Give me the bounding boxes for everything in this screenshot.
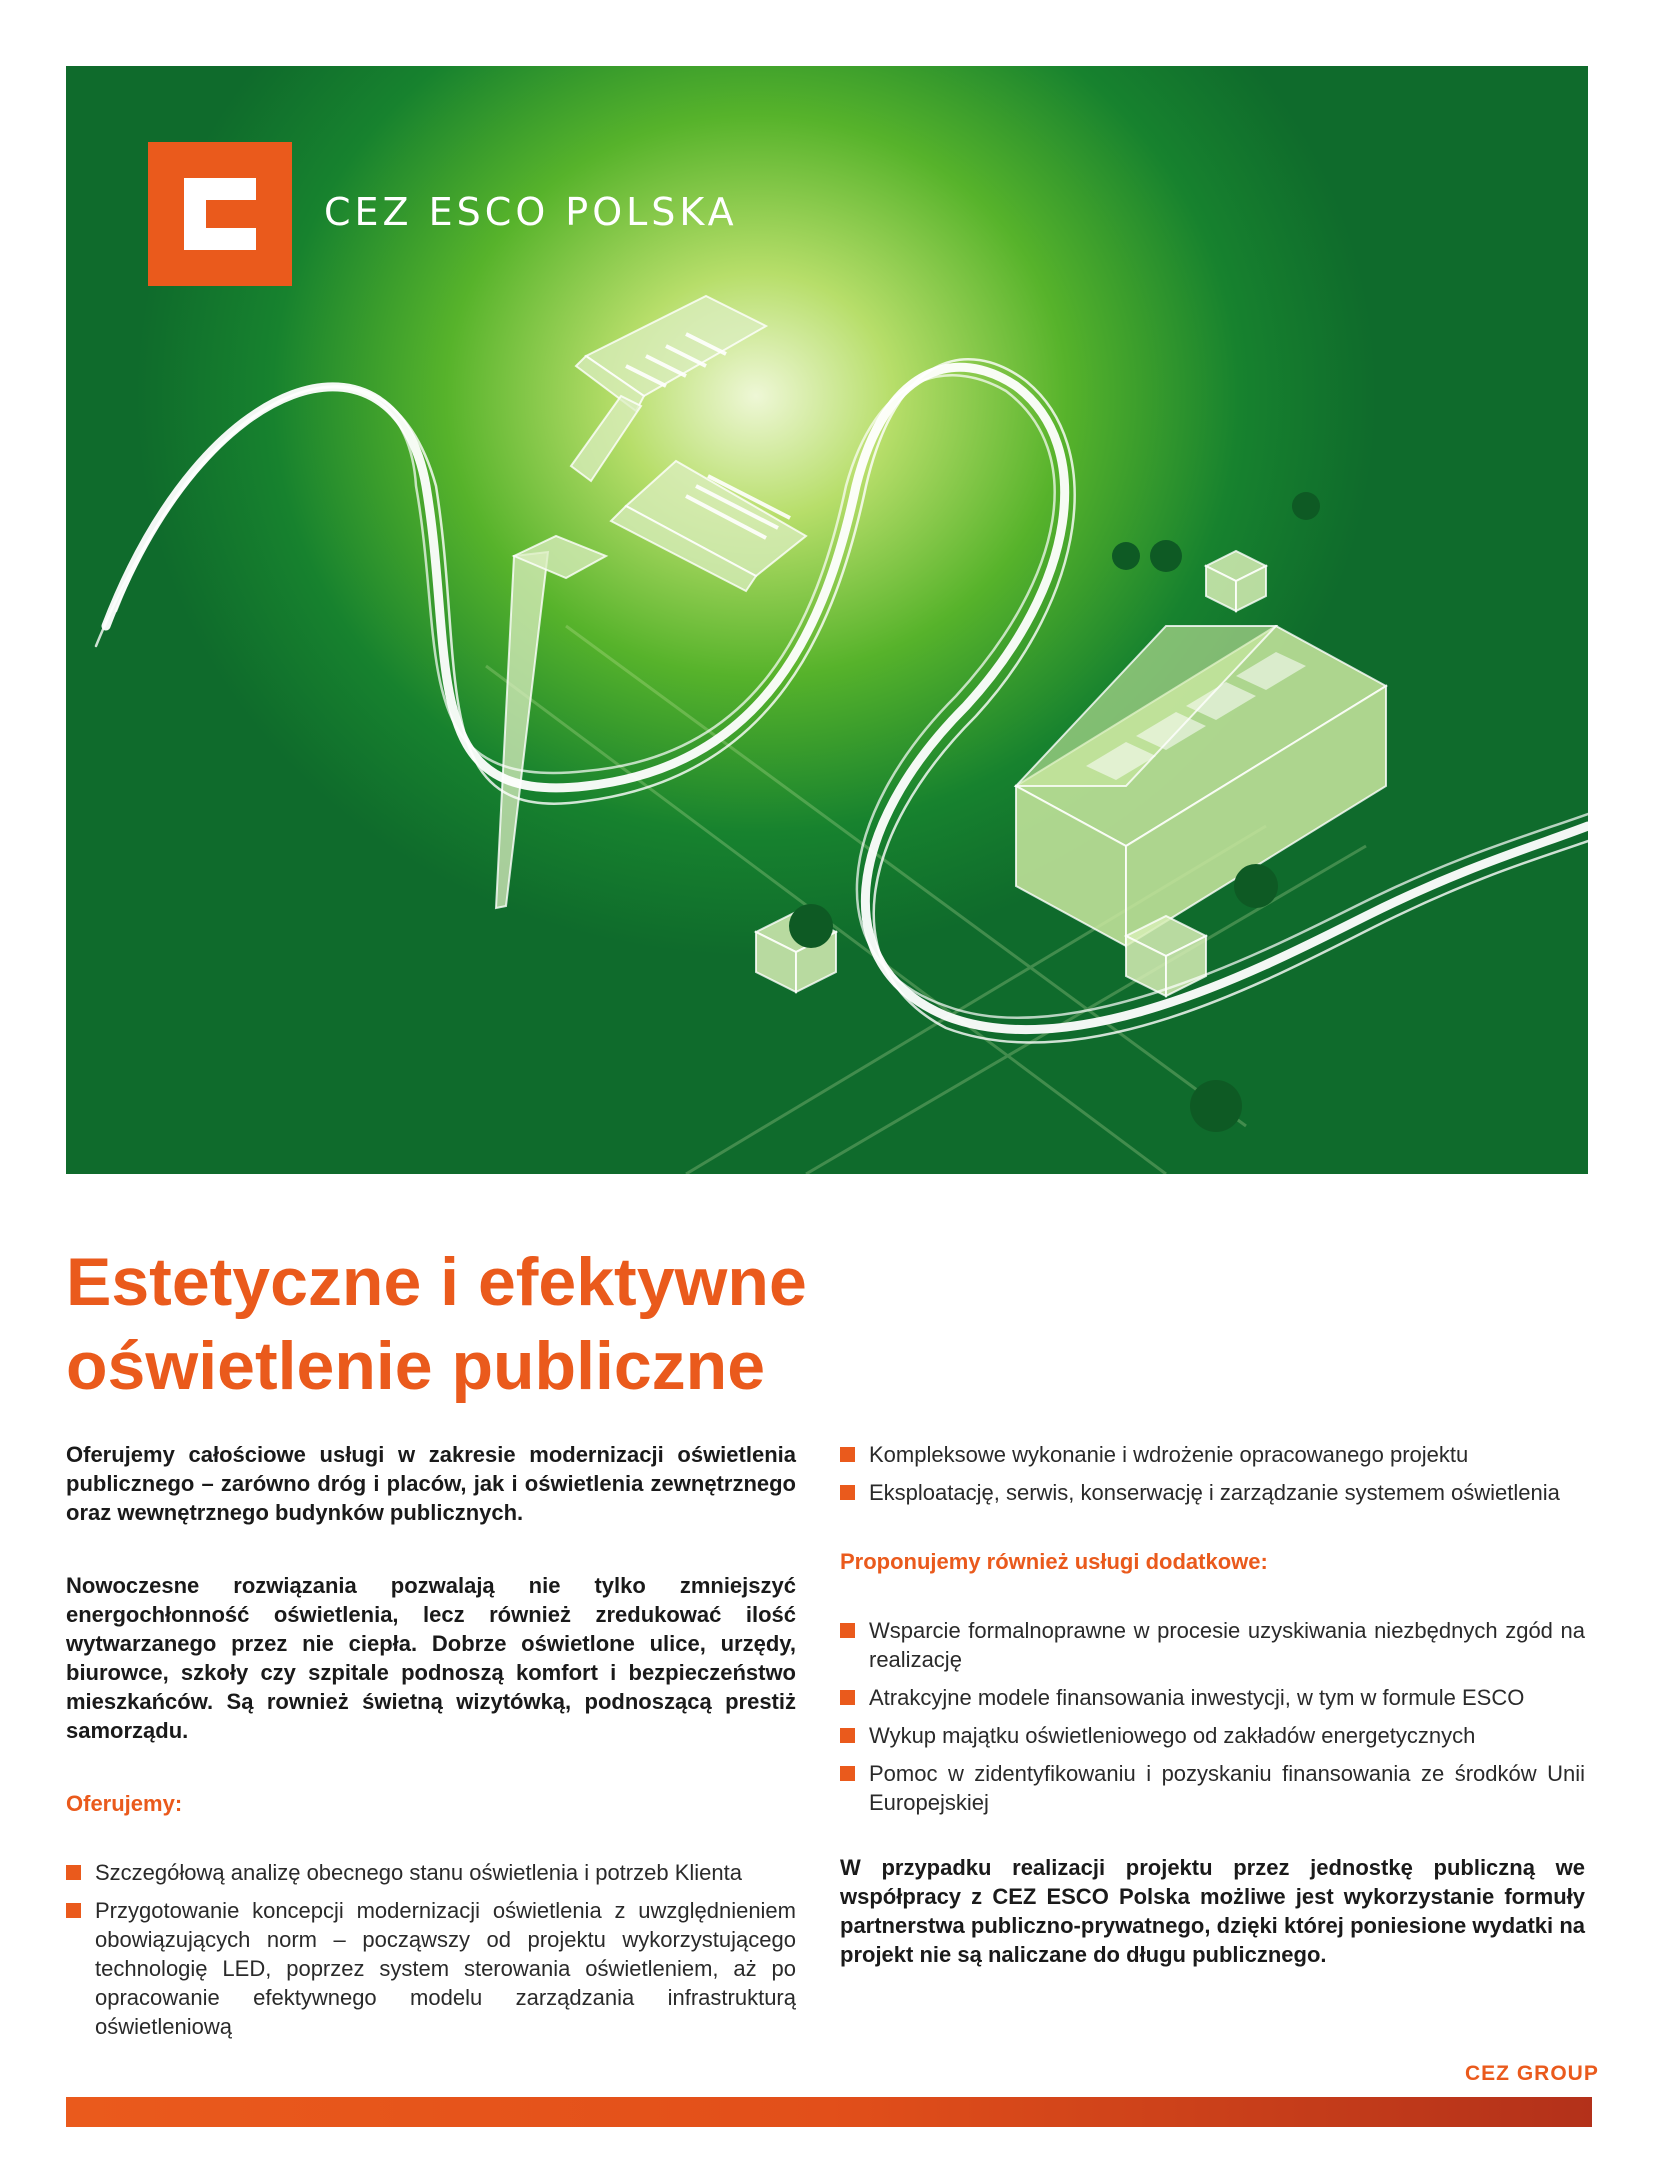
list-item (840, 1440, 1585, 1469)
bullet-square-icon (66, 1903, 81, 1918)
offer-list (66, 1858, 796, 2041)
list-item (840, 1759, 1585, 1817)
page-title (66, 1240, 1266, 1408)
cez-logo (148, 142, 292, 286)
list-item (66, 1896, 796, 2041)
bullet-square-icon (840, 1485, 855, 1500)
list-item (840, 1683, 1585, 1712)
offer-list-continued (840, 1440, 1585, 1507)
list-item-text: Pomoc w zidentyfikowaniu i pozyskaniu finansowania ze środków Unii Europejskiej (869, 1761, 1585, 1815)
cez-e-logo-icon (148, 142, 292, 286)
brand-name: CEZ ESCO POLSKA (324, 190, 738, 234)
offer-heading: Oferujemy: (66, 1791, 183, 1816)
closing-paragraph: W przypadku realizacji projektu przez jednostkę publiczną we współpracy z CEZ ESCO Polska możliwe jest wykorzystanie formuły partnerstwa publiczno-prywatnego, dzięki której poniesione wydatki na projekt nie są naliczane do długu publicznego. (840, 1855, 1585, 1967)
bullet-square-icon (840, 1728, 855, 1743)
list-item (66, 1858, 796, 1887)
list-item-text: Eksploatację, serwis, konserwację i zarządzanie systemem oświetlenia (869, 1480, 1560, 1505)
footer-bar (66, 2097, 1592, 2127)
footer-group-name: CEZ GROUP (1465, 2062, 1599, 2085)
intro-paragraph-2: Nowoczesne rozwiązania pozwalają nie tylko zmniejszyć energochłonność oświetlenia, lecz również zredukować ilość wytwarzanego przez nie ciepła. Dobrze oświetlone ulice, urzędy, biurowce, szkoły czy szpitale podnoszą komfort i bezpieczeństwo mieszkańców. Są rownież świetną wizytówką, podnoszącą prestiż samorządu. (66, 1573, 796, 1743)
list-item-text: Wsparcie formalnoprawne w procesie uzyskiwania niezbędnych zgód na realizację (869, 1618, 1585, 1672)
list-item-text: Przygotowanie koncepcji modernizacji oświetlenia z uwzględnieniem obowiązujących norm – począwszy od projektu wykorzystującego technologię LED, poprzez system sterowania oświetleniem, aż po opracowanie efektywnego modelu zarządzania infrastrukturą oświetleniową (95, 1898, 796, 2039)
bullet-square-icon (840, 1690, 855, 1705)
list-item-text: Szczegółową analizę obecnego stanu oświetlenia i potrzeb Klienta (95, 1860, 742, 1885)
street-lamp-and-buildings-illustration (66, 66, 1588, 1174)
bullet-square-icon (840, 1623, 855, 1638)
bullet-square-icon (66, 1865, 81, 1880)
intro-paragraph-1: Oferujemy całościowe usługi w zakresie modernizacji oświetlenia publicznego – zarówno dróg i placów, jak i oświetlenia zewnętrznego oraz wewnętrznego budynków publicznych. (66, 1442, 796, 1525)
title-line-2: oświetlenie publiczne (66, 1328, 766, 1404)
list-item-text: Wykup majątku oświetleniowego od zakładów energetycznych (869, 1723, 1476, 1748)
title-line-1: Estetyczne i efektywne (66, 1244, 807, 1320)
bullet-square-icon (840, 1447, 855, 1462)
bullet-square-icon (840, 1766, 855, 1781)
list-item-text: Kompleksowe wykonanie i wdrożenie opracowanego projektu (869, 1442, 1469, 1467)
hero-banner (66, 66, 1588, 1174)
left-column (66, 1440, 796, 2050)
right-column (840, 1440, 1585, 1969)
extra-services-heading: Proponujemy również usługi dodatkowe: (840, 1549, 1268, 1574)
list-item (840, 1478, 1585, 1507)
list-item (840, 1616, 1585, 1674)
list-item-text: Atrakcyjne modele finansowania inwestycji, w tym w formule ESCO (869, 1685, 1525, 1710)
list-item (840, 1721, 1585, 1750)
extra-services-list (840, 1616, 1585, 1817)
